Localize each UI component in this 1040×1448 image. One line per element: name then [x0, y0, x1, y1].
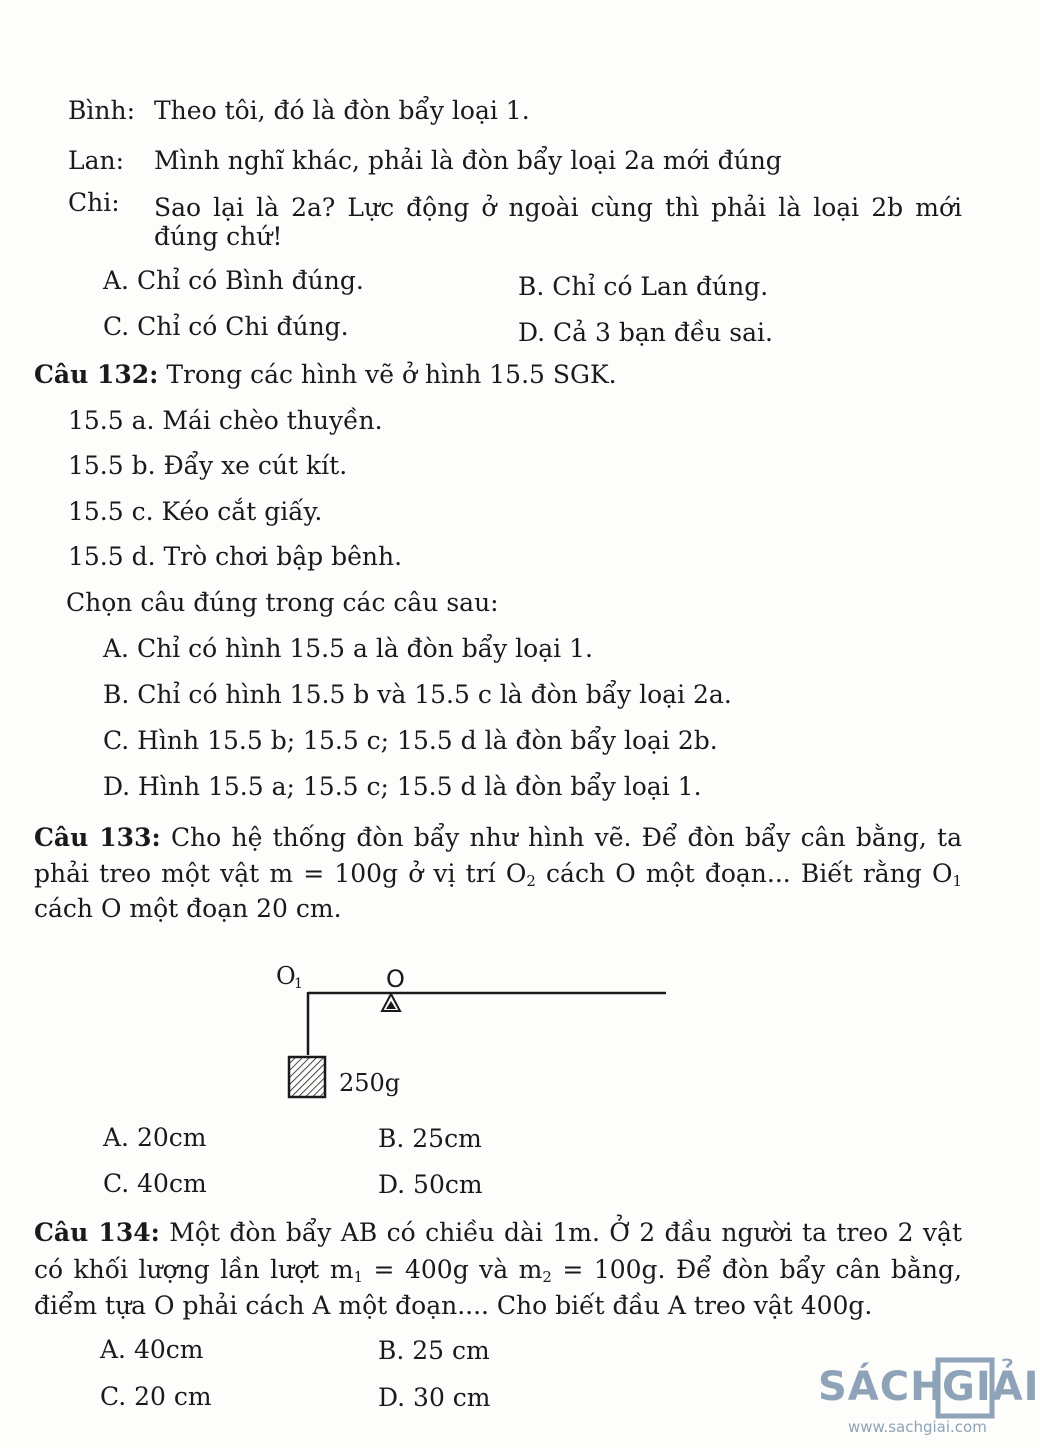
q131-option-a: A. Chỉ có Bình đúng.: [103, 266, 364, 295]
q134-label: Câu 134:: [34, 1218, 160, 1247]
q131-option-d: D. Cả 3 bạn đều sai.: [518, 318, 773, 347]
dialogue-line-binh: [68, 96, 530, 126]
mass-block: [289, 1057, 325, 1097]
q133-text: phải treo một vật m = 100g ở vị trí O: [34, 859, 527, 888]
q134-option-a: A. 40cm: [100, 1335, 204, 1364]
q134-line1: [34, 1218, 962, 1248]
q132-label: Câu 132:: [34, 360, 159, 389]
subscript: 1: [353, 1268, 364, 1286]
speaker-label: Bình:: [68, 96, 135, 125]
q133-option-c: C. 40cm: [103, 1169, 207, 1198]
q134-option-b: B. 25 cm: [378, 1336, 490, 1365]
dialogue-text: Theo tôi, đó là đòn bẩy loại 1.: [154, 96, 530, 125]
q132-stem: Trong các hình vẽ ở hình 15.5 SGK.: [166, 360, 617, 389]
subscript: 2: [542, 1268, 552, 1286]
q132-prompt: Chọn câu đúng trong các câu sau:: [66, 588, 499, 617]
dialogue-text: Mình nghĩ khác, phải là đòn bẩy loại 2a mới đúng: [154, 146, 782, 175]
q132-option-c: C. Hình 15.5 b; 15.5 c; 15.5 d là đòn bẩy loại 2b.: [103, 726, 718, 755]
q131-option-c: C. Chỉ có Chi đúng.: [103, 312, 349, 341]
label-o1: O: [276, 962, 296, 990]
q133-line3: cách O một đoạn 20 cm.: [34, 894, 342, 923]
q133-option-a: A. 20cm: [103, 1123, 207, 1152]
q134-text: có khối lượng lần lượt m: [34, 1255, 354, 1284]
q133-option-b: B. 25cm: [378, 1124, 482, 1153]
speaker-label: Chi:: [68, 188, 120, 217]
subscript: 1: [952, 872, 962, 890]
q134-option-c: C. 20 cm: [100, 1382, 212, 1411]
logo-url: www.sachgiai.com: [848, 1418, 987, 1436]
dialogue-line-lan: [68, 146, 782, 176]
q133-line2: [34, 859, 962, 889]
mass-label: 250g: [339, 1069, 401, 1097]
sachgiai-logo: [818, 1356, 1040, 1444]
label-o: O: [386, 965, 405, 993]
lever-diagram: [270, 955, 680, 1109]
q134-text: = 400g và m: [363, 1255, 543, 1284]
q132-option-b: B. Chỉ có hình 15.5 b và 15.5 c là đòn bẩy loại 2a.: [103, 680, 732, 709]
logo-brand-right: GIẢI: [942, 1364, 1040, 1410]
q132-item-d: 15.5 d. Trò chơi bập bênh.: [68, 542, 403, 571]
subscript: 2: [526, 872, 536, 890]
q134-option-d: D. 30 cm: [378, 1383, 491, 1412]
dialogue-line-chi: [68, 188, 154, 218]
q134-text: Một đòn bẩy AB có chiều dài 1m. Ở 2 đầu người ta treo 2 vật: [169, 1218, 963, 1247]
q134-text: = 100g. Để đòn bẩy cân bằng,: [551, 1255, 962, 1284]
q133-text: cách O một đoạn... Biết rằng O: [535, 859, 953, 888]
q133-line1: [34, 823, 962, 853]
label-o1-sub: 1: [294, 976, 303, 992]
q132-option-a: A. Chỉ có hình 15.5 a là đòn bẩy loại 1.: [103, 634, 593, 663]
q133-option-d: D. 50cm: [378, 1170, 483, 1199]
q133-text: Cho hệ thống đòn bẩy như hình vẽ. Để đòn bẩy cân bằng, ta: [170, 823, 963, 852]
q132-item-b: 15.5 b. Đẩy xe cút kít.: [68, 451, 348, 480]
q132-item-a: 15.5 a. Mái chèo thuyền.: [68, 406, 383, 435]
logo-brand-left: SÁCH: [818, 1364, 945, 1410]
q132-item-c: 15.5 c. Kéo cắt giấy.: [68, 497, 323, 526]
dialogue-text-chi-cont: đúng chứ!: [154, 222, 283, 251]
lever-svg: [270, 955, 680, 1105]
q134-line3: điểm tựa O phải cách A một đoạn.... Cho biết đầu A treo vật 400g.: [34, 1291, 873, 1320]
q132-question: [34, 360, 617, 390]
q132-option-d: D. Hình 15.5 a; 15.5 c; 15.5 d là đòn bẩy loại 1.: [103, 772, 702, 801]
q131-option-b: B. Chỉ có Lan đúng.: [518, 272, 769, 301]
q133-label: Câu 133:: [34, 823, 161, 852]
speaker-label: Lan:: [68, 146, 125, 175]
dialogue-text-chi: Sao lại là 2a? Lực động ở ngoài cùng thì phải là loại 2b mới: [154, 193, 962, 222]
q134-line2: [34, 1255, 962, 1285]
